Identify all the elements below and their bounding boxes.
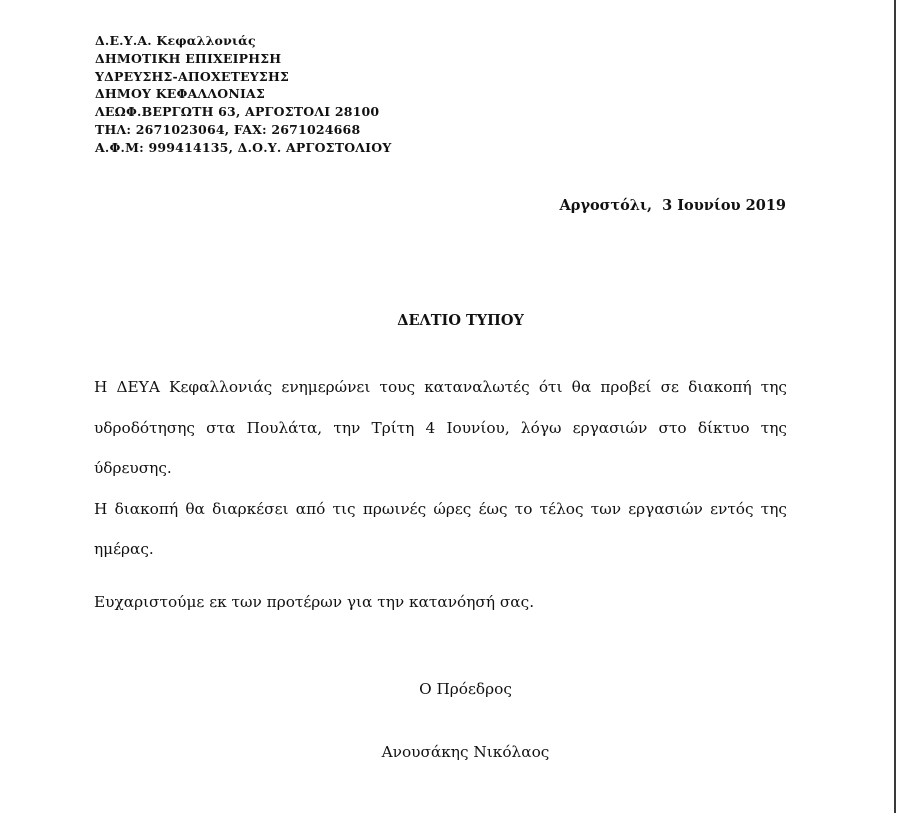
body-paragraph: Η ΔΕΥΑ Κεφαλλονιάς ενημερώνει τους καταναλωτές ότι θα προβεί σε διακοπή της υδροδότησης στα Πουλάτα, την Τρίτη 4 Ιουνίου, λόγω εργασιών στο δίκτυο της ύδρευσης. <box>94 378 787 477</box>
letterhead-address: ΛΕΩΦ.ΒΕΡΓΩΤΗ 63, ΑΡΓΟΣΤΟΛΙ 28100 <box>95 104 380 120</box>
letterhead-municipality: ΔΗΜΟΥ ΚΕΦΑΛΛΟΝΙΑΣ <box>95 86 265 102</box>
document-date: Αργοστόλι, 3 Ιουνίου 2019 <box>559 197 786 214</box>
letterhead-org-service: ΥΔΡΕΥΣΗΣ-ΑΠΟΧΕΤΕΥΣΗΣ <box>95 68 290 84</box>
document-body <box>94 367 787 570</box>
closing-thanks: Ευχαριστούμε εκ των προτέρων για την κατανόησή σας. <box>94 593 535 611</box>
letterhead <box>95 32 391 157</box>
signature-name: Ανουσάκης Νικόλαος <box>381 743 550 761</box>
letterhead-org-type: ΔΗΜΟΤΙΚΗ ΕΠΙΧΕΙΡΗΣΗ <box>95 50 282 66</box>
signature-role: Ο Πρόεδρος <box>419 680 512 698</box>
letterhead-org-name: Δ.Ε.Υ.Α. Κεφαλλονιάς <box>95 33 256 48</box>
document-title: ΔΕΛΤΙΟ ΤΥΠΟΥ <box>397 312 524 329</box>
body-paragraph: Η διακοπή θα διαρκέσει από τις πρωινές ώρες έως το τέλος των εργασιών εντός της ημέρας. <box>94 499 787 558</box>
letterhead-tax-id: Α.Φ.Μ: 999414135, Δ.Ο.Υ. ΑΡΓΟΣΤΟΛΙΟΥ <box>95 139 392 155</box>
letterhead-phone-fax: ΤΗΛ: 2671023064, FAX: 2671024668 <box>95 121 361 137</box>
